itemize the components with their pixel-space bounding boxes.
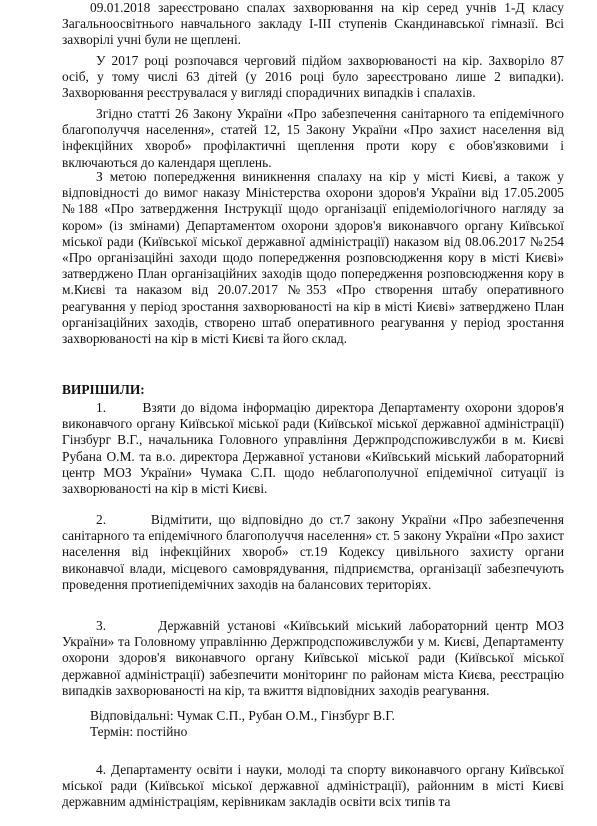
- decision-item-3: [62, 618, 564, 699]
- paragraph-incidence: У 2017 році розпочався черговий підйом захворюваності на кір. Захворіло 87 осіб, у тому числі 63 дітей (у 2016 році було зареєстровано лише 2 випадки). Захворювання реєструвалася у вигляді спорадичних випадків і спалахів.: [62, 53, 564, 101]
- decision-item-number: 3.: [96, 618, 107, 633]
- term-line: Термін: постійно: [90, 724, 188, 739]
- paragraph-outbreak: 09.01.2018 зареєстровано спалах захворювання на кір серед учнів 1-Д класу Загальноосвітнього навчального закладу І-ІІІ ступенів Скандинавської гімназії. Всі захворілі учні були не щеплені.: [62, 0, 564, 48]
- decision-item-4: 4. Департаменту освіти і науки, молоді та спорту виконавчого органу Київської міської ради (Київської міської державної адміністрації), районним в місті Києві державним адміністраціям, керівникам закладів освіти всіх типів та: [62, 762, 564, 810]
- decision-item-number: 1.: [96, 400, 107, 415]
- decision-item-1: [62, 400, 564, 497]
- decision-heading: ВИРІШИЛИ:: [62, 382, 145, 397]
- paragraph-orders: З метою попередження виникнення спалаху на кір у місті Києві, а також у відповідності до вимог наказу Міністерства охорони здоров'я України від 17.05.2005 №188 «Про затвердження Інструкції щодо організації епідеміологічного нагляду за кором» (із змінами) Департаментом охорони здоров'я виконавчого органу Київської міської ради (Київської міської державної адміністрації) наказом від 08.06.2017 №254 «Про організаційні заходи щодо попередження розповсюдження кору в місті Києві» затверджено План організаційних заходів щодо попередження розповсюдження кору в м.Києві та наказом від 20.07.2017 №353 «Про створення штабу оперативного реагування у період зростання захворюваності на кір в місті Києві» затверджено План організаційних заходів, створено штаб оперативного реагування у період зростання захворюваності на кір в місті Києві та його склад.: [62, 169, 564, 347]
- paragraph-law: Згідно статті 26 Закону України «Про забезпечення санітарного та епідемічного благополуччя населення», статей 12, 15 Закону України «Про захист населення від інфекційних хвороб» профілактичні щеплення проти кору є обов'язковими і включаються до календаря щеплень.: [62, 106, 564, 170]
- decision-item-text: Відмітити, що відповідно до ст.7 закону України «Про забезпечення санітарного та епідемічного благополуччя населення» ст. 5 закону України «Про захист населення від інфекційних хвороб» ст.19 Кодексу цивільного захисту органи виконавчої влади, місцевого самоврядування, підприємства, організації забезпечують проведення протиепідемічних заходів на балансових територіях.: [62, 512, 565, 592]
- decision-item-text: Взяти до відома інформацію директора Департаменту охорони здоров'я виконавчого органу Київської міської ради (Київської міської державної адміністрації) Гінзбург В.Г., начальника Головного управління Держпродспоживслужби в м. Києві Рубана О.М. та в.о. директора Державної установи «Київський міський лабораторний центр МОЗ України» Чумака С.П. щодо неблагополучної епідемічної ситуації із захворюваності на кір в місті Києві.: [62, 400, 564, 497]
- responsible-line: Відповідальні: Чумак С.П., Рубан О.М., Гінзбург В.Г.: [90, 708, 395, 723]
- decision-item-number: 2.: [96, 512, 107, 527]
- decision-item-text: Державній установі «Київський міський лабораторний центр МОЗ України» та Головному управлінню Держпродспоживслужби у м. Києві, Департаменту охорони здоров'я виконавчого органу Київської міської ради (Київської міської державної адміністрації) забезпечити моніторинг по районам міста Києва, реєстрацію випадків захворюваності на кір, та вжиття відповідних заходів реагування.: [62, 618, 564, 698]
- decision-item-2: [62, 512, 564, 593]
